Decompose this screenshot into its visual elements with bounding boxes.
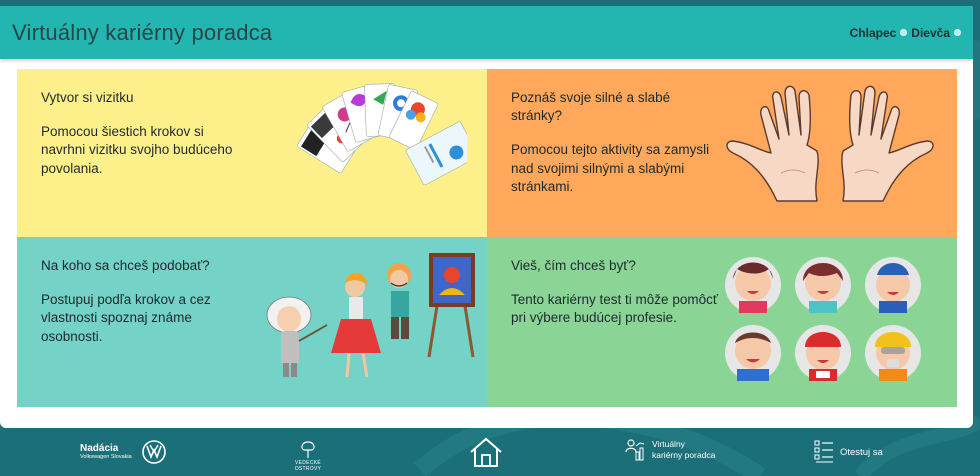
- gender-girl-radio[interactable]: [954, 29, 961, 36]
- test-nav[interactable]: [814, 440, 883, 464]
- card-famous-people[interactable]: [17, 237, 487, 407]
- career-chart-icon: [624, 438, 646, 462]
- famous-people-illustration: [257, 253, 483, 389]
- profession-avatars-illustration: [725, 249, 935, 389]
- foundation-sub: Volkswagen Slovakia: [80, 454, 132, 461]
- gender-switch: [850, 26, 961, 40]
- checklist-icon: [814, 440, 834, 464]
- foundation-logo[interactable]: [80, 440, 166, 464]
- card-strengths-weaknesses[interactable]: [487, 69, 957, 237]
- business-cards-illustration: [297, 83, 467, 195]
- gender-boy-radio[interactable]: [900, 29, 907, 36]
- card-title: Na koho sa chceš podobať?: [41, 258, 210, 273]
- home-icon: [468, 436, 504, 468]
- test-nav-label: Otestuj sa: [840, 446, 883, 458]
- card-description: Postupuj podľa krokov a cez vlastnosti spoznaj známe osobnosti.: [41, 292, 211, 344]
- card-description: Pomocou tejto aktivity sa zamysli nad svojimi silnými a slabými stránkami.: [511, 142, 710, 194]
- foundation-name: Nadácia: [80, 443, 119, 455]
- card-career-test[interactable]: [487, 237, 957, 407]
- gender-girl-label[interactable]: Dievča: [911, 25, 950, 40]
- vw-logo-icon: [142, 440, 166, 464]
- card-title: Poznáš svoje silné a slabé stránky?: [511, 90, 671, 124]
- card-title: Vieš, čím chceš byť?: [511, 258, 636, 273]
- page-title: Virtuálny kariérny poradca: [12, 19, 273, 45]
- card-description: Tento kariérny test ti môže pomôcť pri výbere budúcej profesie.: [511, 292, 718, 326]
- open-hands-illustration: [725, 85, 935, 203]
- card-business-card[interactable]: [17, 69, 487, 237]
- vedecke-ostrovy-text: VEDECKÉ OSTROVY: [294, 460, 322, 472]
- activity-grid: [17, 69, 957, 407]
- footer-nav: [0, 428, 980, 476]
- app-header: [0, 6, 973, 59]
- vedecke-ostrovy-logo[interactable]: [286, 440, 330, 472]
- career-advisor-nav[interactable]: [624, 438, 715, 462]
- career-nav-line1: Virtuálny: [652, 438, 685, 449]
- gender-boy-label[interactable]: Chlapec: [849, 25, 897, 40]
- card-title: Vytvor si vizitku: [41, 90, 134, 105]
- career-nav-line2: kariérny poradca: [652, 450, 716, 460]
- home-button[interactable]: [468, 436, 504, 468]
- island-tree-icon: [288, 440, 328, 460]
- card-description: Pomocou šiestich krokov si navrhni vizitku svojho budúceho povolania.: [41, 124, 233, 176]
